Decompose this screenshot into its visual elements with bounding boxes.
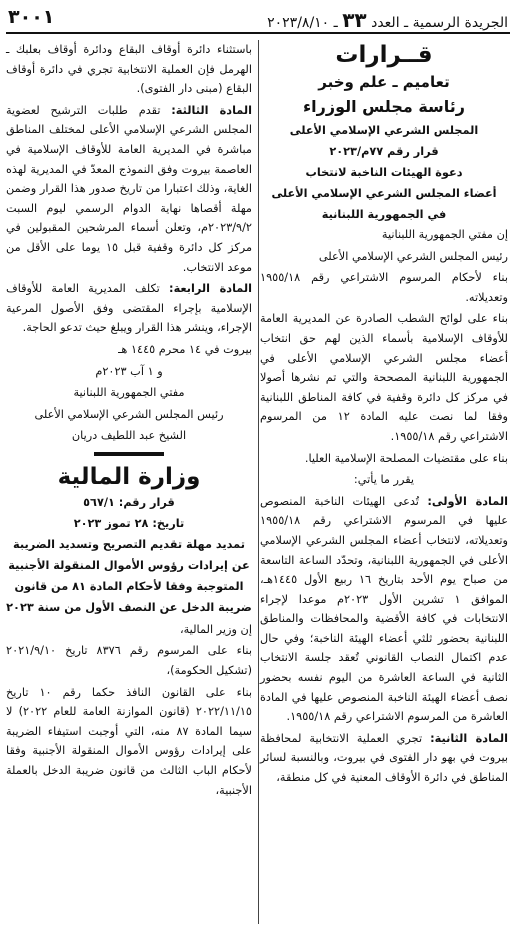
column-divider [258, 40, 259, 924]
preamble-paragraph: بناء على لوائح الشطب الصادرة عن المديرية العامة للأوقاف الإسلامية بأسماء الذين لهم حق انتخاب أعضاء مجلس الشرعي الإسلامي الأعلى في الجمهورية اللبنانية المصححة والتي تم نشرها أصولا في مركز كل دائرة وقفية في كافة المناطق اللبنانية وفقا لما نصت عليه المادة ١٢ من المرسوم الاشتراعي رقم ١٩٥٥/١٨. [260, 312, 508, 443]
article-1-text: تُدعى الهيئات الناخبة المنصوص عليها في المرسوم الاشتراعي رقم ١٩٥٥/١٨ وتعديلاته، لانتخاب أعضاء المجلس الشرعي الإسلامي الأعلى في الجمهورية اللبنانية، وتحدّد الساعة التاسعة من صباح يوم الأحد بتاريخ ١٦ ربيع الأول ١٤٤٥هـ، الموافق ١ تشرين الأول ٢٠٢٣م موعدا لإجراء الانتخابات في كافة الأقضية والمحافظات والمناطق اللبنانية بحضور ثلثي أعضاء الهيئة الناخبة؛ وفي حال عدم اكتمال النصاب القانوني تُعقد جلسة الانتخاب الثانية في الساعة العاشرة من اليوم نفسه بحضور نصف أعضاء الهيئة الناخبة المنصوص عليها في المادة العاشرة من المرسوم الاشتراعي رقم ١٩٥٥/١٨. [260, 494, 509, 724]
section-separator [94, 452, 164, 456]
decides-line: يقرر ما يأتي: [353, 473, 415, 487]
article-2-text: تجري العملية الانتخابية لمحافظة بيروت في بهو دار الفتوى في بيروت، وبالنسبة لسائر المناطق في دائرة الأوقاف المعنية في كل منطقة، [260, 731, 508, 785]
signatory-title: مفتي الجمهورية اللبنانية [73, 386, 185, 400]
article-1-title: المادة الأولى: [427, 494, 508, 508]
article-4 [6, 279, 252, 338]
article-3-title: المادة الثالثة: [171, 103, 252, 117]
preamble-line: رئيس المجلس الشرعي الإسلامي الأعلى [318, 249, 508, 263]
ministry-preamble: بناء على المرسوم رقم ٨٣٧٦ تاريخ ٢٠٢١/٩/١٠ (تشكيل الحكومة)، [6, 644, 252, 678]
ministry-decision-number: قرار رقم: ٥٦٧/١ [83, 495, 175, 509]
article-3 [6, 101, 252, 277]
page-number: ٣٠٠١ [8, 6, 55, 28]
preamble-line: إن مفتي الجمهورية اللبنانية [381, 228, 508, 241]
council-title: المجلس الشرعي الإسلامي الأعلى [289, 124, 479, 137]
issue-number: ٣٣ [342, 8, 367, 32]
header-issue-info: الجريدة الرسمية ـ العدد ٣٣ ـ ٢٠٢٣/٨/١٠ [267, 8, 508, 32]
ministry-preamble: إن وزير المالية، [179, 622, 252, 636]
issue-date: ٢٠٢٣/٨/١٠ [267, 15, 330, 31]
preamble-paragraph: بناء على مقتضيات المصلحة الإسلامية العليا. [304, 451, 508, 465]
ministry-decision-subject: تمديد مهلة تقديم التصريح وتسديد الضريبة عن إيرادات رؤوس الأموال المنقولة الأجنبية المتوجبة وفقا لأحكام المادة ٨١ من قانون ضريبة الدخل عن النصف الأول من سنة ٢٠٢٣ [6, 537, 252, 614]
left-column [6, 40, 252, 802]
article-1 [260, 492, 508, 727]
article-2 [260, 729, 508, 788]
ministry-decision-date: تاريخ: ٢٨ تموز ٢٠٢٣ [73, 516, 185, 530]
article-3-text: تقدم طلبات الترشيح لعضوية المجلس الشرعي الإسلامي الأعلى لمختلف المناطق مباشرة في المديرية العامة للأوقاف الإسلامية في العاصمة بيروت وفق النموذج المعدّ في المديرية لهذه الغاية، وذلك اعتبارا من تاريخ صدور هذا القرار وضمن مهلة أقصاها نهاية الدوام الرسمي ليوم السبت ٢٠٢٣/٩/٢م، وتعلن أسماء المرشحين المقبولين في مركز كل دائرة وقفية قبل ١٥ يوما على الأقل من موعد الانتخاب. [6, 103, 252, 274]
signature-date-gregorian: و ١ آب ٢٠٢٣م [95, 364, 163, 378]
ministry-title: وزارة المالية [57, 463, 201, 490]
decision-subject-2: أعضاء المجلس الشرعي الإسلامي الأعلى [271, 187, 497, 200]
preamble-paragraph: بناء لأحكام المرسوم الاشتراعي رقم ١٩٥٥/١٨ وتعديلاته. [260, 271, 508, 304]
section-subtitle: تعاميم ـ علم وخبر [318, 73, 450, 91]
authority-title: رئاسة مجلس الوزراء [303, 97, 465, 116]
article-2-title: المادة الثانية: [430, 731, 508, 745]
signature-date-hijri: بيروت في ١٤ محرم ١٤٤٥ هـ [118, 342, 252, 356]
signatory-role: رئيس المجلس الشرعي الإسلامي الأعلى [34, 407, 224, 421]
right-column [260, 40, 508, 790]
decision-number: قرار رقم ٧٧م/٢٠٢٣ [329, 145, 439, 158]
article-2-continued: باستثناء دائرة أوقاف البقاع ودائرة أوقاف بعلبك ـ الهرمل فإن العملية الانتخابية تجري في دائرة أوقاف البقاع (مبنى دار الفتوى). [6, 43, 252, 96]
page-header [6, 4, 510, 34]
decision-subject-3: في الجمهورية اللبنانية [321, 208, 447, 221]
issue-label: العدد [371, 15, 400, 31]
signatory-name: الشيخ عبد اللطيف دريان [71, 429, 187, 443]
decision-subject-1: دعوة الهيئات الناخبة لانتخاب [305, 166, 463, 179]
article-4-title: المادة الرابعة: [169, 282, 252, 296]
article-4-text: تكلف المديرية العامة للأوقاف الإسلامية بإجراء المقتضى وفق الأصول المرعية الإجراء، وينشر هذا القرار ويبلغ حيث تدعو الحاجة. [6, 282, 252, 335]
section-title: قــرارات [335, 42, 433, 68]
ministry-preamble: بناء على القانون النافذ حكما رقم ١٠ تاريخ ٢٠٢٢/١١/١٥ (قانون الموازنة العامة للعام ٢٠٢٢) لا سيما المادة ٨٧ منه، التي أوجبت استيفاء الضريبة على إيرادات رؤوس الأموال المنقولة الأجنبية وفقا لأحكام الباب الثالث من قانون ضريبة الدخل بالعملة الأجنبية، [6, 685, 252, 797]
gazette-title: الجريدة الرسمية [412, 15, 508, 31]
